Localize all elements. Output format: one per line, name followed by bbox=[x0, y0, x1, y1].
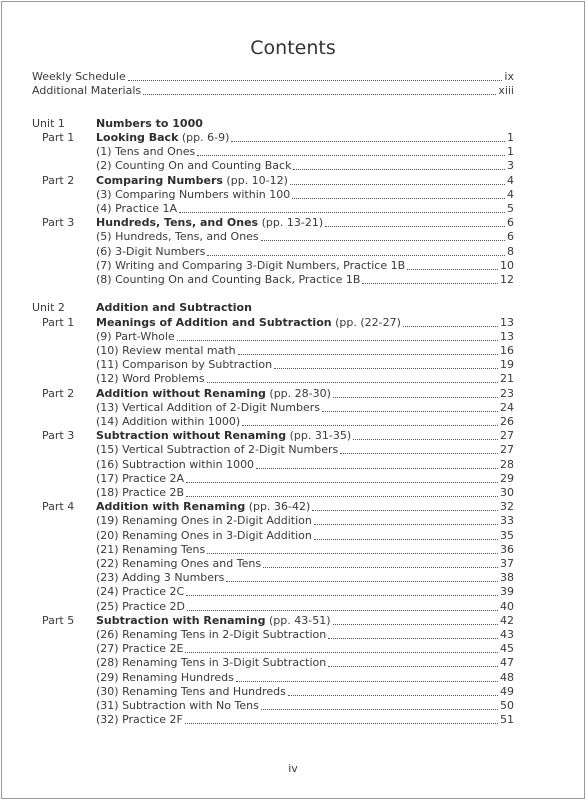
dot-leader bbox=[290, 183, 505, 185]
lesson-entry[interactable] bbox=[96, 273, 514, 287]
lesson-entry[interactable] bbox=[96, 656, 514, 670]
lesson-entry-label: (6) 3-Digit Numbers bbox=[96, 244, 206, 258]
dot-leader bbox=[403, 325, 498, 327]
dot-leader bbox=[274, 367, 498, 369]
dot-leader bbox=[197, 154, 505, 156]
front-matter-entry[interactable] bbox=[32, 84, 514, 98]
dot-leader bbox=[185, 722, 498, 724]
dot-leader bbox=[322, 410, 498, 412]
lesson-entry-label: (17) Practice 2A bbox=[96, 471, 185, 485]
lesson-entry-label: (19) Renaming Ones in 2-Digit Addition bbox=[96, 514, 312, 528]
dot-leader bbox=[261, 239, 505, 241]
lesson-entry-label: (30) Renaming Tens and Hundreds bbox=[96, 684, 286, 698]
dot-leader bbox=[236, 680, 498, 682]
lesson-entry-page: 6 bbox=[507, 230, 514, 244]
lesson-entry-page: 33 bbox=[500, 514, 514, 528]
dot-leader bbox=[312, 509, 498, 511]
lesson-entry-page: 16 bbox=[500, 344, 514, 358]
part-entry[interactable] bbox=[96, 216, 514, 230]
lesson-entry[interactable] bbox=[96, 401, 514, 415]
unit-title: Addition and Subtraction bbox=[96, 301, 252, 315]
lesson-entry-page: 37 bbox=[500, 557, 514, 571]
part-entry-page: 32 bbox=[500, 500, 514, 514]
page-title: Contents bbox=[250, 37, 336, 59]
lesson-entry-page: 1 bbox=[507, 145, 514, 159]
dot-leader bbox=[242, 424, 498, 426]
lesson-entry-page: 3 bbox=[507, 159, 514, 173]
lesson-entry[interactable] bbox=[96, 443, 514, 457]
lesson-entry-label: (4) Practice 1A bbox=[96, 202, 178, 216]
part-label: Part 3 bbox=[42, 429, 75, 443]
lesson-entry-label: (13) Vertical Addition of 2-Digit Numbers bbox=[96, 400, 321, 414]
part-entry[interactable] bbox=[96, 429, 514, 443]
lesson-entry-label: (8) Counting On and Counting Back, Practice 1B bbox=[96, 273, 361, 287]
lesson-entry-page: 47 bbox=[500, 656, 514, 670]
lesson-entry-page: 39 bbox=[500, 585, 514, 599]
lesson-entry[interactable] bbox=[96, 628, 514, 642]
lesson-entry-page: 29 bbox=[500, 471, 514, 485]
lesson-entry-label: (25) Practice 2D bbox=[96, 599, 185, 613]
lesson-entry[interactable] bbox=[96, 202, 514, 216]
part-entry-page: 13 bbox=[500, 315, 514, 329]
lesson-entry[interactable] bbox=[96, 543, 514, 557]
dot-leader bbox=[261, 708, 498, 710]
lesson-entry[interactable] bbox=[96, 514, 514, 528]
lesson-entry[interactable] bbox=[96, 642, 514, 656]
lesson-entry-page: 30 bbox=[500, 486, 514, 500]
part-entry-label: Addition with Renaming (pp. 36-42) bbox=[96, 500, 311, 514]
lesson-entry-label: (32) Practice 2F bbox=[96, 713, 183, 727]
lesson-entry-page: 21 bbox=[500, 372, 514, 386]
dot-leader bbox=[353, 438, 498, 440]
part-entry-label: Subtraction with Renaming (pp. 43-51) bbox=[96, 613, 331, 627]
lesson-entry[interactable] bbox=[96, 713, 514, 727]
lesson-entry-page: 51 bbox=[500, 713, 514, 727]
lesson-entry-label: (10) Review mental math bbox=[96, 344, 236, 358]
part-entry[interactable] bbox=[96, 316, 514, 330]
part-label: Part 3 bbox=[42, 216, 75, 230]
dot-leader bbox=[185, 651, 498, 653]
lesson-entry[interactable] bbox=[96, 472, 514, 486]
dot-leader bbox=[128, 79, 503, 81]
lesson-entry[interactable] bbox=[96, 330, 514, 344]
lesson-entry-label: (1) Tens and Ones bbox=[96, 145, 196, 159]
dot-leader bbox=[186, 481, 498, 483]
lesson-entry[interactable] bbox=[96, 529, 514, 543]
part-entry-page: 27 bbox=[500, 429, 514, 443]
lesson-entry-page: 10 bbox=[500, 258, 514, 272]
lesson-entry-page: 27 bbox=[500, 443, 514, 457]
dot-leader bbox=[314, 538, 498, 540]
lesson-entry-label: (23) Adding 3 Numbers bbox=[96, 571, 225, 585]
lesson-entry-page: 36 bbox=[500, 542, 514, 556]
lesson-entry-page: 45 bbox=[500, 642, 514, 656]
lesson-entry-label: (22) Renaming Ones and Tens bbox=[96, 557, 262, 571]
front-matter-entry-label: Weekly Schedule bbox=[32, 70, 126, 83]
part-entry-label: Comparing Numbers (pp. 10-12) bbox=[96, 173, 288, 187]
part-label: Part 5 bbox=[42, 613, 75, 627]
lesson-entry-label: (5) Hundreds, Tens, and Ones bbox=[96, 230, 259, 244]
lesson-entry-label: (2) Counting On and Counting Back bbox=[96, 159, 292, 173]
unit-label: Unit 2 bbox=[32, 301, 65, 315]
front-matter-entry[interactable] bbox=[32, 70, 514, 84]
part-entry-label: Hundreds, Tens, and Ones (pp. 13-21) bbox=[96, 216, 324, 230]
lesson-entry-label: (15) Vertical Subtraction of 2-Digit Numbers bbox=[96, 443, 339, 457]
lesson-entry-label: (21) Renaming Tens bbox=[96, 542, 206, 556]
part-entry-page: 1 bbox=[507, 131, 514, 145]
dot-leader bbox=[143, 93, 496, 95]
part-entry-label: Meanings of Addition and Subtraction (pp. (22-27) bbox=[96, 315, 401, 329]
part-label: Part 2 bbox=[42, 386, 75, 400]
dot-leader bbox=[207, 381, 498, 383]
dot-leader bbox=[186, 495, 498, 497]
dot-leader bbox=[238, 353, 498, 355]
lesson-entry-page: 38 bbox=[500, 571, 514, 585]
lesson-entry-label: (20) Renaming Ones in 3-Digit Addition bbox=[96, 528, 312, 542]
lesson-entry-page: 28 bbox=[500, 457, 514, 471]
page-number: iv bbox=[288, 762, 298, 775]
part-label: Part 1 bbox=[42, 315, 75, 329]
dot-leader bbox=[179, 211, 505, 213]
part-entry-page: 4 bbox=[507, 173, 514, 187]
lesson-entry-label: (16) Subtraction within 1000 bbox=[96, 457, 255, 471]
part-entry[interactable] bbox=[96, 500, 514, 514]
part-entry-label: Looking Back (pp. 6-9) bbox=[96, 131, 230, 145]
dot-leader bbox=[325, 225, 505, 227]
lesson-entry[interactable] bbox=[96, 486, 514, 500]
dot-leader bbox=[177, 339, 498, 341]
lesson-entry[interactable] bbox=[96, 415, 514, 429]
lesson-entry[interactable] bbox=[96, 159, 514, 173]
lesson-entry[interactable] bbox=[96, 230, 514, 244]
lesson-entry-page: 35 bbox=[500, 528, 514, 542]
lesson-entry-page: 19 bbox=[500, 358, 514, 372]
dot-leader bbox=[362, 282, 498, 284]
dot-leader bbox=[328, 665, 498, 667]
lesson-entry[interactable] bbox=[96, 188, 514, 202]
lesson-entry-label: (14) Addition within 1000) bbox=[96, 415, 241, 429]
part-entry-label: Addition without Renaming (pp. 28-30) bbox=[96, 386, 331, 400]
lesson-entry-label: (24) Practice 2C bbox=[96, 585, 185, 599]
lesson-entry-page: 8 bbox=[507, 244, 514, 258]
part-label: Part 2 bbox=[42, 173, 75, 187]
lesson-entry-page: 4 bbox=[507, 187, 514, 201]
lesson-entry-label: (27) Practice 2E bbox=[96, 642, 184, 656]
unit-label: Unit 1 bbox=[32, 116, 65, 130]
dot-leader bbox=[314, 523, 498, 525]
lesson-entry-page: 26 bbox=[500, 415, 514, 429]
lesson-entry-page: 40 bbox=[500, 599, 514, 613]
lesson-entry[interactable] bbox=[96, 358, 514, 372]
lesson-entry[interactable] bbox=[96, 458, 514, 472]
dot-leader bbox=[333, 623, 499, 625]
front-matter-entry-page: xiii bbox=[498, 84, 514, 98]
lesson-entry-page: 13 bbox=[500, 329, 514, 343]
lesson-entry-label: (11) Comparison by Subtraction bbox=[96, 358, 273, 372]
lesson-entry-label: (28) Renaming Tens in 3-Digit Subtraction bbox=[96, 656, 327, 670]
part-label: Part 4 bbox=[42, 500, 75, 514]
lesson-entry[interactable] bbox=[96, 571, 514, 585]
part-entry[interactable] bbox=[96, 614, 514, 628]
dot-leader bbox=[231, 140, 505, 142]
lesson-entry[interactable] bbox=[96, 685, 514, 699]
lesson-entry-page: 43 bbox=[500, 628, 514, 642]
lesson-entry-label: (12) Word Problems bbox=[96, 372, 205, 386]
dot-leader bbox=[207, 552, 498, 554]
lesson-entry-label: (3) Comparing Numbers within 100 bbox=[96, 187, 291, 201]
part-entry-label: Subtraction without Renaming (pp. 31-35) bbox=[96, 429, 352, 443]
lesson-entry-page: 12 bbox=[500, 273, 514, 287]
lesson-entry[interactable] bbox=[96, 145, 514, 159]
lesson-entry-label: (9) Part-Whole bbox=[96, 329, 175, 343]
dot-leader bbox=[288, 694, 498, 696]
part-entry[interactable] bbox=[96, 174, 514, 188]
part-entry-page: 6 bbox=[507, 216, 514, 230]
lesson-entry-label: (29) Renaming Hundreds bbox=[96, 670, 234, 684]
lesson-entry[interactable] bbox=[96, 344, 514, 358]
lesson-entry[interactable] bbox=[96, 671, 514, 685]
lesson-entry-label: (31) Subtraction with No Tens bbox=[96, 699, 259, 713]
lesson-entry-page: 5 bbox=[507, 202, 514, 216]
lesson-entry[interactable] bbox=[96, 245, 514, 259]
dot-leader bbox=[293, 168, 505, 170]
part-entry[interactable] bbox=[96, 131, 514, 145]
part-entry-page: 42 bbox=[500, 613, 514, 627]
unit-title: Numbers to 1000 bbox=[96, 116, 203, 130]
front-matter-entry-page: ix bbox=[504, 70, 514, 83]
dot-leader bbox=[407, 268, 498, 270]
lesson-entry[interactable] bbox=[96, 699, 514, 713]
dot-leader bbox=[263, 566, 498, 568]
lesson-entry-page: 49 bbox=[500, 684, 514, 698]
dot-leader bbox=[226, 580, 498, 582]
part-entry[interactable] bbox=[96, 387, 514, 401]
lesson-entry-page: 48 bbox=[500, 670, 514, 684]
lesson-entry-page: 24 bbox=[500, 400, 514, 414]
part-label: Part 1 bbox=[42, 131, 75, 145]
front-matter-entry-label: Additional Materials bbox=[32, 84, 142, 98]
lesson-entry[interactable] bbox=[96, 585, 514, 599]
lesson-entry-label: (18) Practice 2B bbox=[96, 486, 185, 500]
lesson-entry[interactable] bbox=[96, 600, 514, 614]
lesson-entry[interactable] bbox=[96, 372, 514, 386]
part-entry-page: 23 bbox=[500, 386, 514, 400]
dot-leader bbox=[256, 467, 498, 469]
dot-leader bbox=[292, 197, 505, 199]
dot-leader bbox=[186, 594, 498, 596]
lesson-entry-page: 50 bbox=[500, 699, 514, 713]
lesson-entry[interactable] bbox=[96, 557, 514, 571]
dot-leader bbox=[328, 637, 498, 639]
dot-leader bbox=[340, 452, 498, 454]
lesson-entry-label: (26) Renaming Tens in 2-Digit Subtraction bbox=[96, 628, 327, 642]
lesson-entry-label: (7) Writing and Comparing 3-Digit Numbers, Practice 1B bbox=[96, 258, 406, 272]
dot-leader bbox=[333, 396, 498, 398]
dot-leader bbox=[187, 609, 498, 611]
dot-leader bbox=[207, 254, 505, 256]
lesson-entry[interactable] bbox=[96, 259, 514, 273]
